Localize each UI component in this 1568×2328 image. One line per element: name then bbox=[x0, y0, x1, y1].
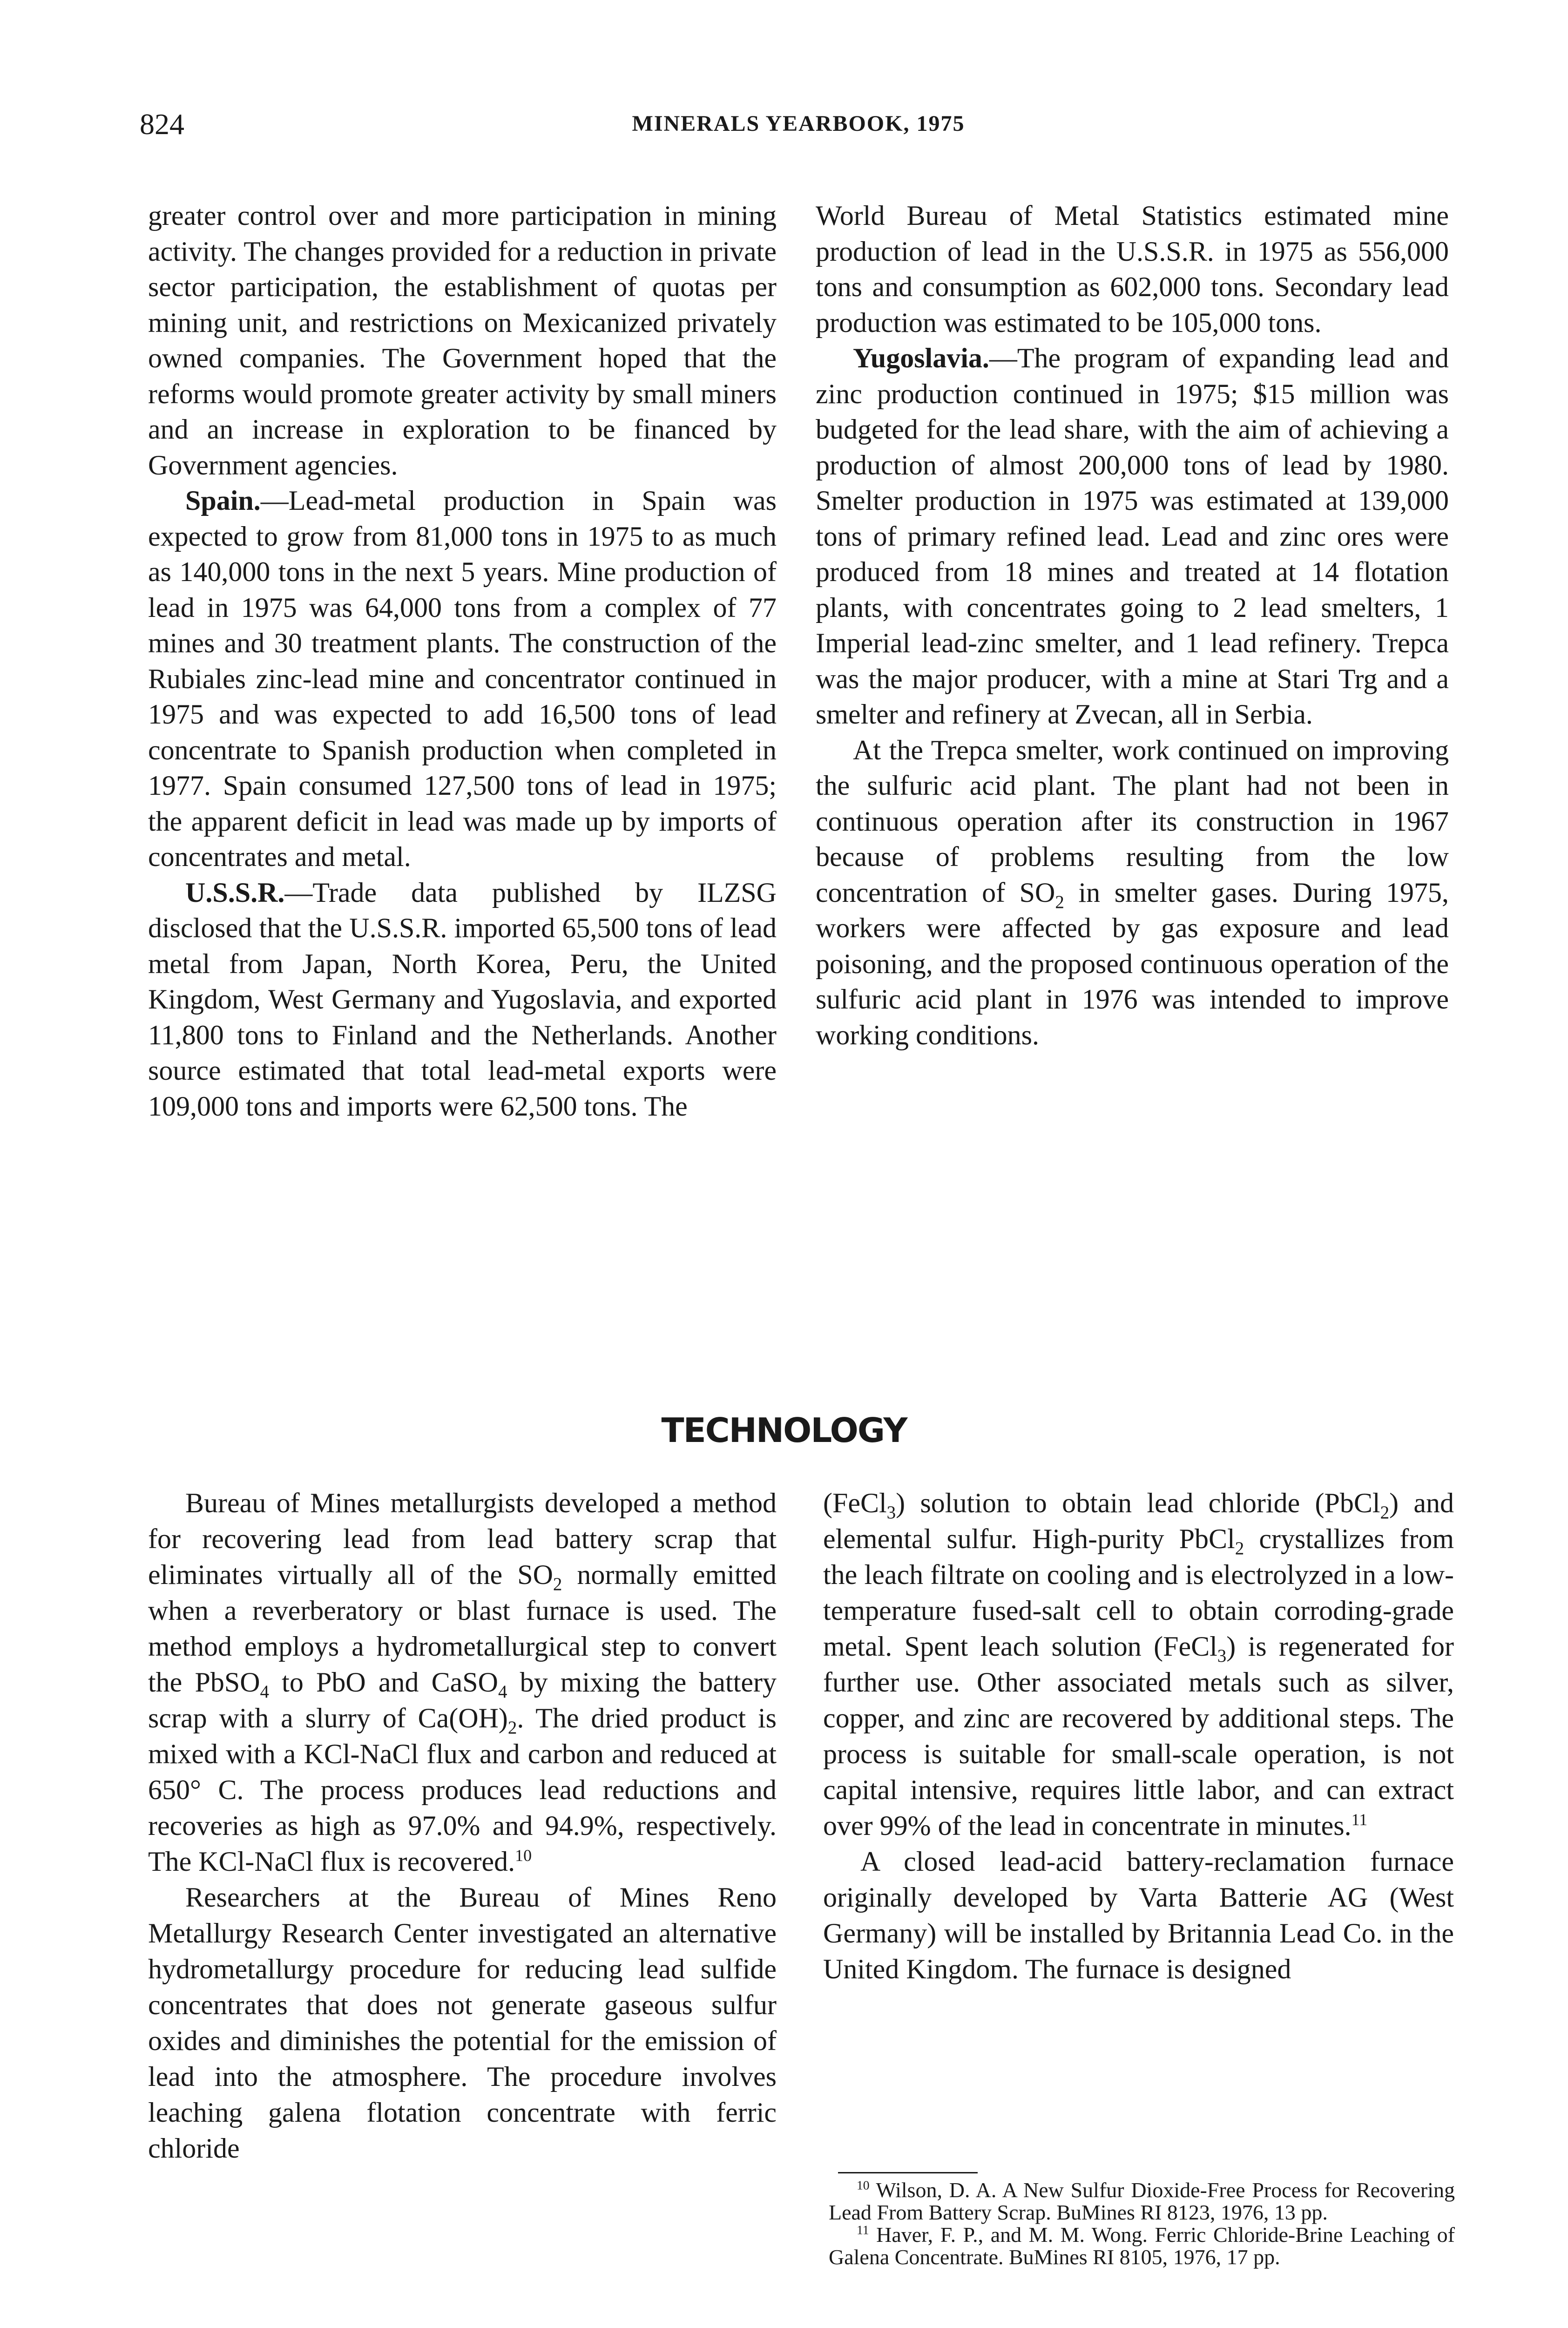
subscript: 3 bbox=[886, 1502, 896, 1523]
paragraph: greater control over and more participation in mining activity. The changes provided for a reduction in private sector participation, the establishment of quotas per mining unit, and restrictions on Mexicanized privately owned companies. The Government hoped that the reforms would promote greater activity by small miners and an increase in exploration to be financed by Government agencies. bbox=[148, 200, 777, 480]
text-run: in smelter gases. During 1975, workers were affected by gas exposure and lead poisoning, and the proposed continuous operation of the sulfuric acid plant in 1976 was intended to improve working conditions. bbox=[816, 877, 1449, 1050]
footnote-11 bbox=[829, 2224, 1455, 2268]
country-heading-yugoslavia: Yugoslavia. bbox=[853, 343, 989, 373]
text-run: (FeCl bbox=[823, 1488, 887, 1518]
country-heading-spain: Spain. bbox=[185, 485, 261, 516]
footnote-number: 11 bbox=[857, 2222, 869, 2237]
text-run: to PbO and CaSO bbox=[269, 1667, 498, 1698]
text-run: ) is regenerated for further use. Other associated metals such as silver, copper, and zinc are recovered by additional steps. The process is suitable for small-scale operation, is not capital intensive, requires little labor, and can extract over 99% of the lead in concentrate in minutes. bbox=[823, 1631, 1454, 1841]
footnote-rule bbox=[838, 2172, 978, 2173]
subscript: 4 bbox=[498, 1682, 507, 1702]
subscript: 2 bbox=[507, 1718, 517, 1738]
subscript: 3 bbox=[1217, 1646, 1227, 1666]
footnote-text: Wilson, D. A. A New Sulfur Dioxide-Free Process for Recovering Lead From Battery Scrap. BuMines RI 8123, 1976, 13 pp. bbox=[829, 2178, 1455, 2224]
paragraph-text: —Lead-metal production in Spain was expected to grow from 81,000 tons in 1975 to as much as 140,000 tons in the next 5 years. Mine production of lead in 1975 was 64,000 tons from a complex of 77 mines and 30 treatment plants. The construction of the Rubiales zinc-lead mine and concentrator continued in 1975 and was expected to add 16,500 tons of lead concentrate to Spanish production when completed in 1977. Spain consumed 127,500 tons of lead in 1975; the apparent deficit in lead was made up by imports of concentrates and metal. bbox=[148, 485, 777, 872]
subscript: 4 bbox=[260, 1682, 270, 1702]
subscript: 2 bbox=[1055, 892, 1064, 912]
paragraph-text: —Trade data published by ILZSG disclosed that the U.S.S.R. imported 65,500 tons of lead metal from Japan, North Korea, Peru, the United Kingdom, West Germany and Yugoslavia, and exported 11,800 tons to Finland and the Netherlands. Another source estimated that total lead-metal exports were 109,000 tons and imports were 62,500 tons. The bbox=[148, 877, 777, 1122]
running-title: MINERALS YEARBOOK, 1975 bbox=[632, 111, 965, 136]
paragraph-ferric-chloride bbox=[823, 1485, 1454, 1844]
paragraph: World Bureau of Metal Statistics estimated mine production of lead in the U.S.S.R. in 1975 as 556,000 tons and consumption as 602,000 tons. Secondary lead production was estimated to be 105,000 tons. bbox=[816, 200, 1449, 338]
page-number: 824 bbox=[140, 108, 184, 141]
country-heading-ussr: U.S.S.R. bbox=[185, 877, 285, 908]
text-run: ) and elemental sulfur. High-purity PbCl bbox=[823, 1488, 1454, 1554]
bottom-left-column bbox=[148, 1485, 777, 2166]
footnote-number: 10 bbox=[857, 2178, 870, 2193]
subscript: 2 bbox=[1380, 1502, 1390, 1523]
top-left-column bbox=[148, 198, 777, 1124]
text-run: crystallizes from the leach filtrate on cooling and is electrolyzed in a low-temperature fused-salt cell to obtain corroding-grade metal. Spent leach solution (FeCl bbox=[823, 1523, 1454, 1662]
footnote-ref: 11 bbox=[1351, 1810, 1368, 1829]
bottom-right-column bbox=[823, 1485, 1454, 1987]
section-title-technology: TECHNOLOGY bbox=[661, 1411, 907, 1450]
text-run: . The dried product is mixed with a KCl-NaCl flux and carbon and reduced at 650° C. The process produces lead reductions and recoveries as high as 97.0% and 94.9%, respectively. The KCl-NaCl flux is recovered. bbox=[148, 1703, 777, 1877]
paragraph-ussr bbox=[148, 875, 777, 1124]
text-run: ) solution to obtain lead chloride (PbCl bbox=[896, 1488, 1380, 1518]
subscript: 2 bbox=[1235, 1538, 1244, 1558]
paragraph-varta: A closed lead-acid battery-reclamation furnace originally developed by Varta Batterie AG (West Germany) will be installed by Britannia Lead Co. in the United Kingdom. The furnace is designed bbox=[823, 1846, 1454, 1984]
paragraph-battery-scrap bbox=[148, 1485, 777, 1880]
text-run: At the Trepca smelter, work continued on improving the sulfuric acid plant. The plant had not been in continuous operation after its construction in 1967 because of problems resulting from the low concentration of SO bbox=[816, 734, 1449, 908]
paragraph-text: —The program of expanding lead and zinc production continued in 1975; $15 million was budgeted for the lead share, with the aim of achieving a production of almost 200,000 tons of lead by 1980. Smelter production in 1975 was estimated at 139,000 tons of primary refined lead. Lead and zinc ores were produced from 18 mines and treated at 14 flotation plants, with concentrates going to 2 lead smelters, 1 Imperial lead-zinc smelter, and 1 lead refinery. Trepca was the major producer, with a mine at Stari Trg and a smelter and refinery at Zvecan, all in Serbia. bbox=[816, 343, 1449, 730]
footnotes bbox=[829, 2172, 1455, 2268]
paragraph-yugoslavia bbox=[816, 340, 1449, 732]
footnote-ref: 10 bbox=[515, 1846, 532, 1865]
text-run: normally emitted when a reverberatory or blast furnace is used. The method employs a hydrometallurgical step to convert the PbSO bbox=[148, 1559, 777, 1698]
text-run: Bureau of Mines metallurgists developed a method for recovering lead from lead battery scrap that eliminates virtually all of the SO bbox=[148, 1488, 777, 1590]
page-header bbox=[140, 107, 1457, 149]
paragraph-spain bbox=[148, 483, 777, 875]
footnote-10 bbox=[829, 2179, 1455, 2224]
paragraph-trepca bbox=[816, 732, 1449, 1053]
paragraph-reno: Researchers at the Bureau of Mines Reno Metallurgy Research Center investigated an alternative hydrometallurgy procedure for reducing lead sulfide concentrates that does not generate gaseous sulfur oxides and diminishes the potential for the emission of lead into the atmosphere. The procedure involves leaching galena flotation concentrate with ferric chloride bbox=[148, 1882, 777, 2164]
subscript: 2 bbox=[553, 1574, 562, 1594]
footnote-text: Haver, F. P., and M. M. Wong. Ferric Chloride-Brine Leaching of Galena Concentrate. BuMines RI 8105, 1976, 17 pp. bbox=[829, 2223, 1455, 2269]
top-right-column bbox=[816, 198, 1449, 1053]
text-run: by mixing the battery scrap with a slurry of Ca(OH) bbox=[148, 1667, 777, 1733]
